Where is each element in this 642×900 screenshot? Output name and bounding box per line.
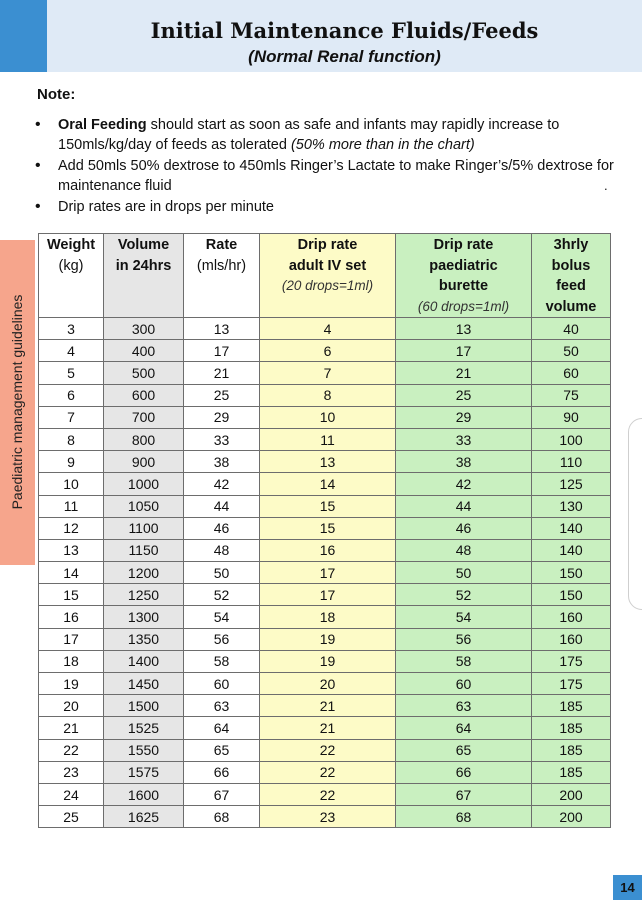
table-row (39, 717, 611, 739)
cell-paediatric-drip: 67 (396, 783, 532, 805)
page-edge-tab (628, 418, 642, 610)
cell-adult-drip: 22 (260, 761, 396, 783)
cell-volume: 600 (104, 384, 184, 406)
cell-rate: 25 (184, 384, 260, 406)
cell-rate: 48 (184, 539, 260, 561)
cell-paediatric-drip: 68 (396, 806, 532, 828)
cell-weight: 17 (39, 628, 104, 650)
header-bolus-line1: 3hrly (553, 237, 589, 253)
cell-paediatric-drip: 44 (396, 495, 532, 517)
table-row (39, 761, 611, 783)
cell-weight: 3 (39, 318, 104, 340)
header-weight-line2: (kg) (58, 257, 84, 274)
cell-weight: 6 (39, 384, 104, 406)
cell-weight: 23 (39, 761, 104, 783)
cell-paediatric-drip: 29 (396, 406, 532, 428)
cell-adult-drip: 13 (260, 451, 396, 473)
cell-adult-drip: 15 (260, 495, 396, 517)
cell-rate: 65 (184, 739, 260, 761)
cell-weight: 19 (39, 673, 104, 695)
cell-volume: 1250 (104, 584, 184, 606)
cell-rate: 50 (184, 562, 260, 584)
header-adult-line2: adult IV set (288, 257, 367, 274)
cell-weight: 8 (39, 428, 104, 450)
cell-rate: 13 (184, 318, 260, 340)
cell-weight: 12 (39, 517, 104, 539)
cell-paediatric-drip: 56 (396, 628, 532, 650)
header-bolus-line2: bolus (551, 257, 591, 274)
cell-bolus-feed: 160 (532, 628, 611, 650)
note-list (32, 115, 642, 218)
cell-weight: 21 (39, 717, 104, 739)
table-row (39, 562, 611, 584)
cell-paediatric-drip: 38 (396, 451, 532, 473)
page-subtitle: (Normal Renal function) (248, 47, 441, 66)
cell-rate: 66 (184, 761, 260, 783)
cell-volume: 1100 (104, 517, 184, 539)
cell-bolus-feed: 75 (532, 384, 611, 406)
cell-paediatric-drip: 48 (396, 539, 532, 561)
table-row (39, 451, 611, 473)
cell-adult-drip: 16 (260, 539, 396, 561)
cell-bolus-feed: 125 (532, 473, 611, 495)
note-item (32, 156, 642, 196)
cell-bolus-feed: 200 (532, 783, 611, 805)
cell-bolus-feed: 150 (532, 562, 611, 584)
cell-weight: 25 (39, 806, 104, 828)
cell-volume: 900 (104, 451, 184, 473)
cell-paediatric-drip: 58 (396, 650, 532, 672)
header-adult-line1: Drip rate (297, 237, 358, 253)
cell-volume: 700 (104, 406, 184, 428)
cell-paediatric-drip: 25 (396, 384, 532, 406)
table-row (39, 428, 611, 450)
cell-rate: 38 (184, 451, 260, 473)
cell-adult-drip: 10 (260, 406, 396, 428)
header-bolus-line4: volume (545, 298, 597, 315)
note-item-text: should start as soon as safe and infants may rapidly increase to 150mls/kg/day of feeds as tolerated (58, 117, 560, 153)
table-row (39, 318, 611, 340)
header-paed-note: (60 drops=1ml) (417, 298, 510, 314)
cell-rate: 44 (184, 495, 260, 517)
cell-adult-drip: 17 (260, 562, 396, 584)
header-accent-block (0, 0, 47, 72)
header-paed-line2: paediatric (429, 257, 498, 274)
cell-volume: 1450 (104, 673, 184, 695)
cell-paediatric-drip: 66 (396, 761, 532, 783)
cell-paediatric-drip: 21 (396, 362, 532, 384)
table-row (39, 739, 611, 761)
note-item-bold: Oral Feeding (58, 117, 147, 133)
cell-rate: 68 (184, 806, 260, 828)
cell-paediatric-drip: 17 (396, 340, 532, 362)
cell-rate: 29 (184, 406, 260, 428)
table-row (39, 362, 611, 384)
cell-weight: 24 (39, 783, 104, 805)
cell-bolus-feed: 160 (532, 606, 611, 628)
cell-rate: 21 (184, 362, 260, 384)
cell-paediatric-drip: 42 (396, 473, 532, 495)
cell-paediatric-drip: 50 (396, 562, 532, 584)
table-row (39, 473, 611, 495)
cell-paediatric-drip: 63 (396, 695, 532, 717)
header-paediatric-drip (396, 234, 532, 318)
cell-rate: 60 (184, 673, 260, 695)
cell-weight: 14 (39, 562, 104, 584)
cell-rate: 46 (184, 517, 260, 539)
cell-volume: 1600 (104, 783, 184, 805)
header-paed-line3: burette (438, 278, 489, 294)
header-bolus-feed (532, 234, 611, 318)
note-item (32, 197, 642, 217)
header-weight (39, 234, 104, 318)
table-row (39, 673, 611, 695)
cell-adult-drip: 15 (260, 517, 396, 539)
cell-volume: 1400 (104, 650, 184, 672)
table-header-row (39, 234, 611, 318)
cell-weight: 13 (39, 539, 104, 561)
table-row (39, 384, 611, 406)
cell-paediatric-drip: 54 (396, 606, 532, 628)
cell-volume: 1350 (104, 628, 184, 650)
cell-bolus-feed: 175 (532, 650, 611, 672)
table-row (39, 517, 611, 539)
cell-paediatric-drip: 33 (396, 428, 532, 450)
table-row (39, 783, 611, 805)
cell-bolus-feed: 100 (532, 428, 611, 450)
cell-volume: 1050 (104, 495, 184, 517)
cell-rate: 64 (184, 717, 260, 739)
cell-paediatric-drip: 65 (396, 739, 532, 761)
note-item (32, 115, 642, 155)
cell-weight: 16 (39, 606, 104, 628)
header-volume-line1: Volume (117, 237, 170, 253)
header-adult-note: (20 drops=1ml) (281, 278, 374, 293)
note-item-text: Add 50mls 50% dextrose to 450mls Ringer’s Lactate to make Ringer’s/5% dextrose for maintenance fluid (58, 158, 614, 194)
cell-paediatric-drip: 60 (396, 673, 532, 695)
cell-weight: 5 (39, 362, 104, 384)
table-row (39, 650, 611, 672)
header-paed-line1: Drip rate (433, 237, 494, 253)
cell-volume: 1000 (104, 473, 184, 495)
cell-adult-drip: 20 (260, 673, 396, 695)
cell-weight: 4 (39, 340, 104, 362)
cell-adult-drip: 21 (260, 695, 396, 717)
cell-bolus-feed: 140 (532, 517, 611, 539)
cell-weight: 7 (39, 406, 104, 428)
note-item-text: Drip rates are in drops per minute (58, 199, 274, 215)
table-row (39, 695, 611, 717)
cell-weight: 20 (39, 695, 104, 717)
table-row (39, 806, 611, 828)
cell-bolus-feed: 90 (532, 406, 611, 428)
cell-weight: 10 (39, 473, 104, 495)
cell-volume: 1525 (104, 717, 184, 739)
cell-adult-drip: 6 (260, 340, 396, 362)
cell-adult-drip: 23 (260, 806, 396, 828)
cell-bolus-feed: 130 (532, 495, 611, 517)
cell-bolus-feed: 110 (532, 451, 611, 473)
table-row (39, 340, 611, 362)
header-rate (184, 234, 260, 318)
side-tab-label: Paediatric management guidelines (9, 294, 25, 510)
cell-adult-drip: 21 (260, 717, 396, 739)
cell-rate: 33 (184, 428, 260, 450)
header-volume-line2: in 24hrs (115, 257, 172, 274)
cell-volume: 400 (104, 340, 184, 362)
cell-rate: 17 (184, 340, 260, 362)
cell-adult-drip: 8 (260, 384, 396, 406)
cell-volume: 1500 (104, 695, 184, 717)
cell-adult-drip: 18 (260, 606, 396, 628)
cell-bolus-feed: 60 (532, 362, 611, 384)
cell-paediatric-drip: 52 (396, 584, 532, 606)
cell-bolus-feed: 40 (532, 318, 611, 340)
cell-adult-drip: 11 (260, 428, 396, 450)
cell-paediatric-drip: 46 (396, 517, 532, 539)
cell-adult-drip: 19 (260, 628, 396, 650)
cell-weight: 9 (39, 451, 104, 473)
cell-bolus-feed: 200 (532, 806, 611, 828)
cell-bolus-feed: 150 (532, 584, 611, 606)
header-rate-line2: (mls/hr) (196, 257, 247, 274)
page-number: 14 (613, 875, 642, 900)
cell-paediatric-drip: 64 (396, 717, 532, 739)
table-row (39, 406, 611, 428)
cell-paediatric-drip: 13 (396, 318, 532, 340)
cell-rate: 42 (184, 473, 260, 495)
header-adult-drip (260, 234, 396, 318)
cell-adult-drip: 17 (260, 584, 396, 606)
table-row (39, 495, 611, 517)
cell-volume: 1200 (104, 562, 184, 584)
header-rate-line1: Rate (205, 237, 238, 253)
header-weight-line1: Weight (46, 237, 96, 253)
cell-rate: 54 (184, 606, 260, 628)
cell-adult-drip: 19 (260, 650, 396, 672)
table-body (39, 318, 611, 828)
trailing-dot: . (604, 178, 608, 193)
cell-rate: 63 (184, 695, 260, 717)
cell-volume: 500 (104, 362, 184, 384)
cell-rate: 58 (184, 650, 260, 672)
cell-rate: 52 (184, 584, 260, 606)
table-row (39, 539, 611, 561)
note-label: Note: (37, 86, 76, 103)
cell-volume: 1550 (104, 739, 184, 761)
cell-volume: 800 (104, 428, 184, 450)
cell-bolus-feed: 185 (532, 739, 611, 761)
header-volume (104, 234, 184, 318)
cell-bolus-feed: 185 (532, 717, 611, 739)
cell-rate: 67 (184, 783, 260, 805)
note-item-italic: (50% more than in the chart) (290, 137, 475, 153)
cell-bolus-feed: 140 (532, 539, 611, 561)
table-row (39, 606, 611, 628)
table-row (39, 628, 611, 650)
cell-volume: 1150 (104, 539, 184, 561)
cell-volume: 1625 (104, 806, 184, 828)
header-bolus-line3: feed (556, 278, 586, 294)
cell-bolus-feed: 50 (532, 340, 611, 362)
table-row (39, 584, 611, 606)
cell-volume: 300 (104, 318, 184, 340)
page-title: Initial Maintenance Fluids/Feeds (150, 18, 539, 43)
cell-adult-drip: 22 (260, 739, 396, 761)
cell-weight: 22 (39, 739, 104, 761)
cell-adult-drip: 14 (260, 473, 396, 495)
cell-adult-drip: 22 (260, 783, 396, 805)
cell-bolus-feed: 175 (532, 673, 611, 695)
cell-weight: 15 (39, 584, 104, 606)
cell-volume: 1575 (104, 761, 184, 783)
cell-volume: 1300 (104, 606, 184, 628)
cell-weight: 18 (39, 650, 104, 672)
cell-weight: 11 (39, 495, 104, 517)
cell-bolus-feed: 185 (532, 761, 611, 783)
cell-bolus-feed: 185 (532, 695, 611, 717)
cell-rate: 56 (184, 628, 260, 650)
cell-adult-drip: 4 (260, 318, 396, 340)
cell-adult-drip: 7 (260, 362, 396, 384)
fluids-table (38, 233, 611, 828)
